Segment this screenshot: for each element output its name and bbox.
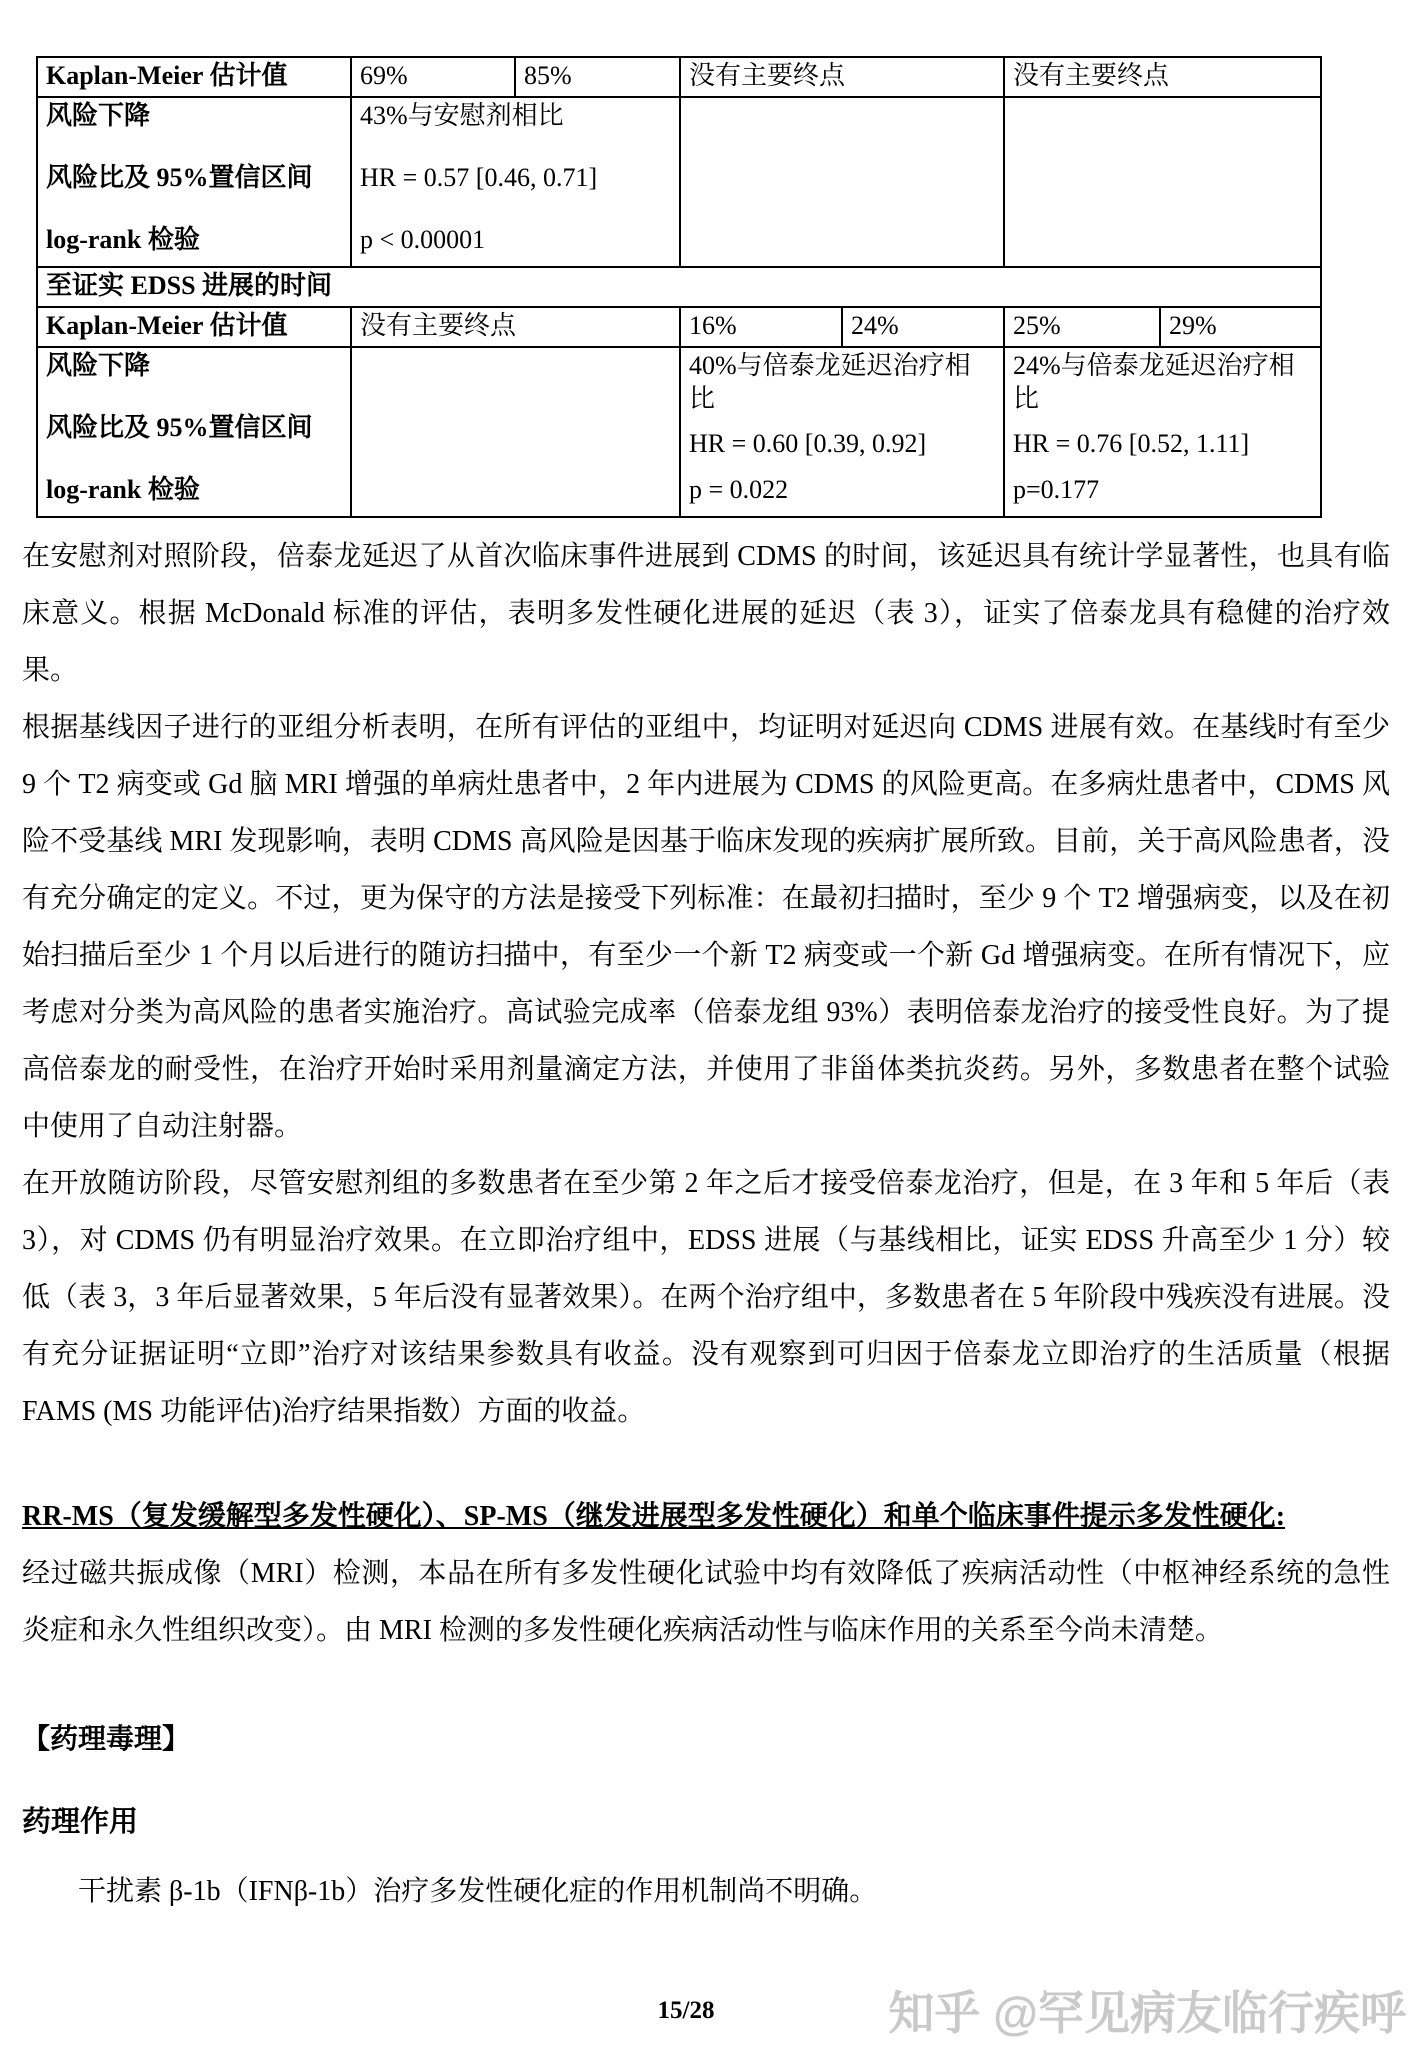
- hazard-ratio-value: HR = 0.57 [0.46, 0.71]: [360, 162, 598, 192]
- watermark-zhihu: 知乎 @罕见病友临行疾呼: [888, 1987, 1406, 2039]
- p-value: p=0.177: [1013, 474, 1100, 504]
- hazard-ratio-value: HR = 0.60 [0.39, 0.92]: [689, 429, 927, 458]
- page-number: 15/28: [657, 1997, 715, 2024]
- log-rank-label: log-rank 检验: [46, 474, 200, 504]
- risk-reduction-label: 风险下降: [46, 101, 151, 130]
- cell-risk-label: [37, 97, 351, 267]
- cell-stack: [360, 100, 671, 256]
- table-row-kaplan-meier-2: [37, 307, 1321, 347]
- cell-value: 没有主要终点: [351, 307, 680, 347]
- paragraph-open-follow-up: 在开放随访阶段，尽管安慰剂组的多数患者在至少第 2 年之后才接受倍泰龙治疗，但是，在 3 年和 5 年后（表 3），对 CDMS 仍有明显治疗效果。在立即治疗组中，EDSS 进展（与基线相比，证实 EDSS 升高至少 1 分）较低（表 3，3 年后显著效果，5 年后没有显著效果）。在两个治疗组中，多数患者在 5 年阶段中残疾没有进展。没有充分证据证明“立即”治疗对该结果参数具有收益。没有观察到可归因于倍泰龙立即治疗的生活质量（根据 FAMS (MS 功能评估)治疗结果指数）方面的收益。: [22, 1168, 1390, 1427]
- table-row-section-edss: [37, 267, 1321, 307]
- cell-value: 24%: [842, 307, 1004, 347]
- heading-rrms-spms: RR-MS（复发缓解型多发性硬化）、SP-MS（继发进展型多发性硬化）和单个临床事件提示多发性硬化:: [22, 1501, 1286, 1532]
- efficacy-table: [36, 56, 1322, 518]
- risk-reduction-value: 43%与安慰剂相比: [360, 101, 564, 130]
- table-row-risk-reduction-2: [37, 347, 1321, 517]
- hazard-ratio-label: 风险比及 95%置信区间: [46, 412, 313, 442]
- paragraph-placebo-phase: 在安慰剂对照阶段，倍泰龙延迟了从首次临床事件进展到 CDMS 的时间，该延迟具有统计学显著性，也具有临床意义。根据 McDonald 标准的评估，表明多发性硬化进展的延迟（表 3），证实了倍泰龙具有稳健的治疗效果。: [22, 541, 1390, 686]
- cell-kaplan-meier-label: Kaplan-Meier 估计值: [37, 307, 351, 347]
- risk-reduction-value: 24%与倍泰龙延迟治疗相比: [1013, 351, 1295, 413]
- table-row-risk-reduction-1: [37, 97, 1321, 267]
- risk-reduction-value: 40%与倍泰龙延迟治疗相比: [689, 351, 971, 413]
- log-rank-label: log-rank 检验: [46, 224, 200, 254]
- p-value: p = 0.022: [689, 474, 789, 504]
- risk-reduction-label: 风险下降: [46, 351, 151, 380]
- cell-kaplan-meier-label: Kaplan-Meier 估计值: [37, 57, 351, 97]
- hazard-ratio-label: 风险比及 95%置信区间: [46, 162, 313, 192]
- table-row-kaplan-meier-1: [37, 57, 1321, 97]
- cell-value: 85%: [515, 57, 680, 97]
- cell-risk-label: [37, 347, 351, 517]
- cell-stack: [46, 100, 342, 256]
- cell-value: 69%: [351, 57, 515, 97]
- section-title-pharmacology-toxicology: 【药理毒理】: [22, 1724, 191, 1755]
- cell-risk-values: [680, 347, 1004, 517]
- p-value: p < 0.00001: [360, 224, 486, 254]
- cell-value: 29%: [1160, 307, 1321, 347]
- cell-risk-values: [351, 97, 680, 267]
- cell-empty: [351, 347, 680, 517]
- cell-value: 没有主要终点: [680, 57, 1004, 97]
- subheading-pharmacologic-action: 药理作用: [22, 1806, 139, 1838]
- hazard-ratio-value: HR = 0.76 [0.52, 1.11]: [1013, 429, 1250, 458]
- paragraph-interferon-mechanism: 干扰素 β-1b（IFNβ-1b）治疗多发性硬化症的作用机制尚不明确。: [78, 1876, 878, 1907]
- cell-value: 25%: [1004, 307, 1160, 347]
- cell-stack: [689, 350, 995, 506]
- cell-risk-values: [1004, 347, 1321, 517]
- cell-section-header: 至证实 EDSS 进展的时间: [37, 267, 1321, 307]
- paragraph-mri-detection: 经过磁共振成像（MRI）检测，本品在所有多发性硬化试验中均有效降低了疾病活动性（中枢神经系统的急性炎症和永久性组织改变）。由 MRI 检测的多发性硬化疾病活动性与临床作用的关系至今尚未清楚。: [22, 1558, 1390, 1646]
- cell-stack: [46, 350, 342, 506]
- cell-empty: [680, 97, 1004, 267]
- cell-empty: [1004, 97, 1321, 267]
- cell-stack: [1013, 350, 1312, 506]
- cell-value: 没有主要终点: [1004, 57, 1321, 97]
- cell-value: 16%: [680, 307, 842, 347]
- paragraph-subgroup-analysis: 根据基线因子进行的亚组分析表明，在所有评估的亚组中，均证明对延迟向 CDMS 进展有效。在基线时有至少 9 个 T2 病变或 Gd 脑 MRI 增强的单病灶患者中，2 年内进展为 CDMS 的风险更高。在多病灶患者中，CDMS 风险不受基线 MRI 发现影响，表明 CDMS 高风险是因基于临床发现的疾病扩展所致。目前，关于高风险患者，没有充分确定的定义。不过，更为保守的方法是接受下列标准：在最初扫描时，至少 9 个 T2 增强病变，以及在初始扫描后至少 1 个月以后进行的随访扫描中，有至少一个新 T2 病变或一个新 Gd 增强病变。在所有情况下，应考虑对分类为高风险的患者实施治疗。高试验完成率（倍泰龙组 93%）表明倍泰龙治疗的接受性良好。为了提高倍泰龙的耐受性，在治疗开始时采用剂量滴定方法，并使用了非甾体类抗炎药。另外，多数患者在整个试验中使用了自动注射器。: [22, 712, 1390, 1142]
